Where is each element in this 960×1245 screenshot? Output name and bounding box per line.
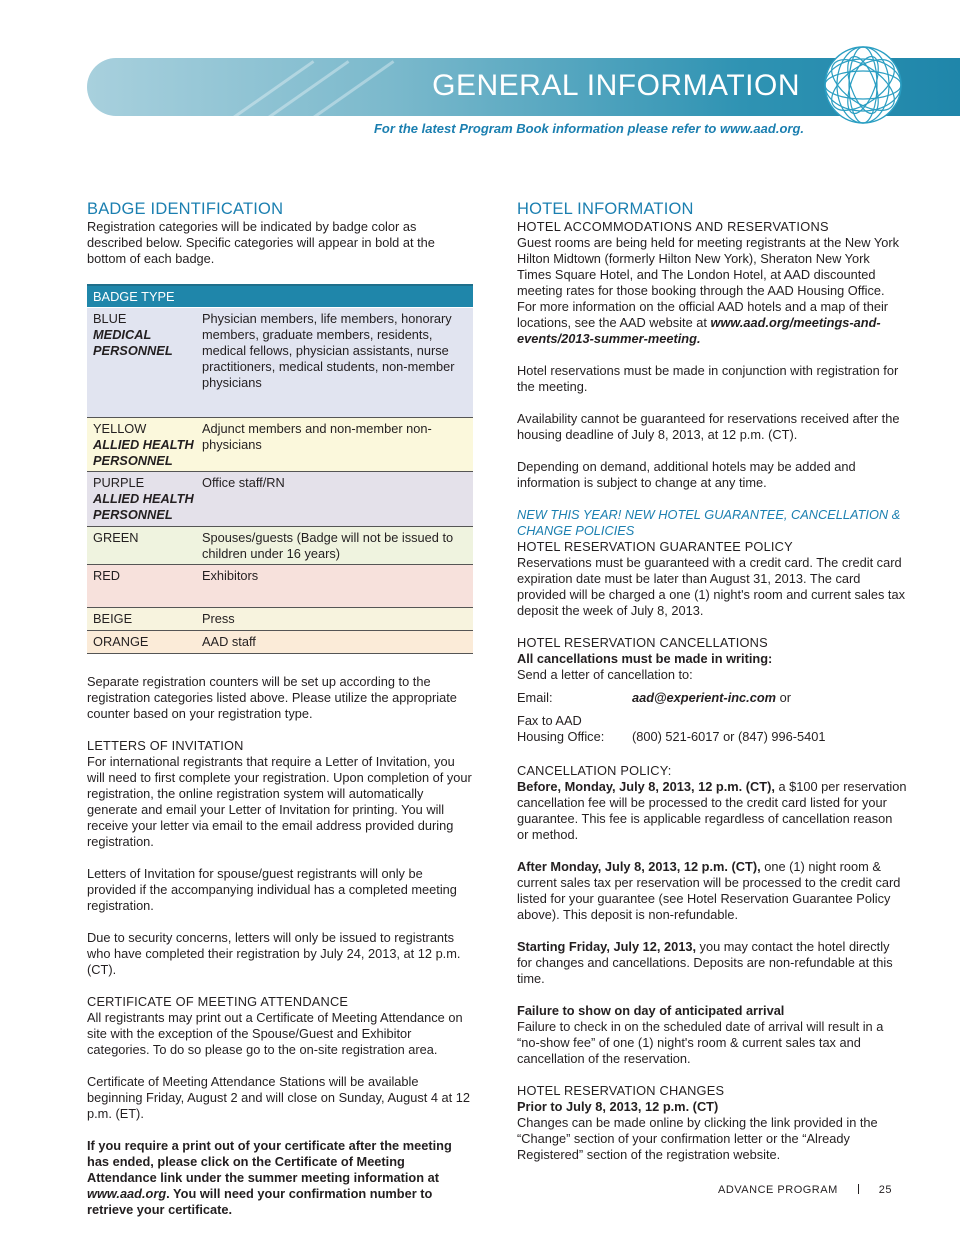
- cancellation-text: one (1) night room & current sales tax per reservation will be processed to the credit card listed for your guarantee (see Hotel Reservation Guarantee Policy above). This deposit is non-refundable.: [517, 859, 901, 922]
- certificate-p3: [87, 1138, 473, 1218]
- cancel-text: Send a letter of cancellation to:: [517, 667, 693, 682]
- certificate-heading: CERTIFICATE OF MEETING ATTENDANCE: [87, 994, 349, 1009]
- table-row: [87, 565, 473, 608]
- table-row: [87, 527, 473, 565]
- badge-color: GREEN: [93, 530, 139, 545]
- table-row: [87, 608, 473, 631]
- badge-desc: Press: [202, 611, 235, 626]
- cancellation-bold: Before, Monday, July 8, 2013, 12 p.m. (CT),: [517, 779, 775, 794]
- guarantee-text: Reservations must be guaranteed with a credit card. The credit card expiration date must be later than August 31, 2013. The card provided will be charged a one (1) night's room and current sales tax deposit the week of July 8, 2013.: [517, 555, 905, 618]
- fax-label: Fax to AAD: [517, 713, 582, 728]
- hotel-p2: Hotel reservations must be made in conjunction with registration for the meeting.: [517, 363, 899, 394]
- cancellation-p3: [517, 939, 907, 987]
- badge-desc: Exhibitors: [202, 568, 259, 583]
- badge-counters: Separate registration counters will be set up according to the registration categories listed above. Please utilize the appropriate counter based on your registration type.: [87, 674, 457, 721]
- subtitle: For the latest Program Book information please refer to www.aad.org.: [373, 121, 804, 136]
- cancellation-bold: After Monday, July 8, 2013, 12 p.m. (CT),: [517, 859, 761, 874]
- certificate-p2: Certificate of Meeting Attendance Stations will be available beginning Friday, August 2 and will close on Sunday, August 4 at 12 p.m. (ET).: [87, 1074, 470, 1121]
- changes-text: Changes can be made online by clicking the link provided in the “Change” section of your confirmation letter or the “Already Registered” section of the registration website.: [517, 1115, 878, 1162]
- badge-color: BLUE: [93, 311, 127, 326]
- hotel-p3: Availability cannot be guaranteed for reservations received after the housing deadline of July 8, 2013, at 12 p.m. (CT).: [517, 411, 900, 442]
- badge-sub: PERSONNEL: [93, 453, 173, 468]
- certificate-p3-text: If you require a print out of your certificate after the meeting has ended, please click on the Certificate of Meeting Attendance link under the summer meeting information at: [87, 1138, 452, 1185]
- page-title: GENERAL INFORMATION: [432, 69, 800, 102]
- table-row: [87, 418, 473, 472]
- fax-label-2: Housing Office:: [517, 729, 605, 744]
- email-link[interactable]: aad@experient-inc.com: [632, 690, 777, 705]
- noshow-text: Failure to check in on the scheduled date of arrival will result in a “no-show fee” of one (1) night's room & current sales tax and cancellation of the reservation.: [517, 1019, 884, 1066]
- email-label: Email:: [517, 690, 553, 705]
- certificate-p1: All registrants may print out a Certificate of Meeting Attendance on site with the exception of the Spouse/Guest and Exhibitor categories. To do so please go to the on-site registration area.: [87, 1010, 463, 1057]
- fax-contact: [517, 729, 907, 745]
- badge-table: [87, 284, 473, 654]
- letters-heading: LETTERS OF INVITATION: [87, 738, 244, 753]
- badge-desc: Physician members, life members, honorary members, graduate members, residents, medical fellows, physician assistants, nurse practitioners, medical students, non-member physicians: [202, 311, 455, 390]
- footer-label: ADVANCE PROGRAM: [718, 1184, 838, 1196]
- changes-sub: Prior to July 8, 2013, 12 p.m. (CT): [517, 1099, 719, 1114]
- badge-intro: Registration categories will be indicated by badge color as described below. Specific categories will appear in bold at the bottom of each badge.: [87, 219, 435, 266]
- hotel-link[interactable]: www.aad.org/meetings-and-events/2013-summer-meeting.: [517, 315, 881, 346]
- changes-heading: HOTEL RESERVATION CHANGES: [517, 1083, 725, 1098]
- badge-sub: MEDICAL: [93, 327, 152, 342]
- cancellation-text: a $100 per reservation cancellation fee will be processed to the credit card listed for your guarantee. This fee is applicable regardless of cancellation reason or method.: [517, 779, 907, 842]
- cancellation-p2: [517, 859, 907, 923]
- right-column: [517, 199, 907, 1163]
- table-row: [87, 472, 473, 527]
- policies-heading: NEW THIS YEAR! NEW HOTEL GUARANTEE, CANCELLATION & CHANGE POLICIES: [517, 507, 901, 538]
- left-column: [87, 199, 473, 1218]
- hotel-subheading: HOTEL ACCOMMODATIONS AND RESERVATIONS: [517, 219, 829, 234]
- certificate-p3-text: . You will need your confirmation number to retrieve your certificate.: [87, 1186, 433, 1217]
- email-contact: [517, 690, 907, 706]
- cancellation-text: you may contact the hotel directly for changes and cancellations. Deposits are non-refundable at this time.: [517, 939, 893, 986]
- badge-table-header: BADGE TYPE: [87, 286, 473, 308]
- footer: [718, 1184, 892, 1196]
- hotel-p1-text: Guest rooms are being held for meeting registrants at the New York Hilton Midtown (formerly Hilton New York), Sheraton New York Times Square Hotel, and The London Hotel, at AAD discounted meeting rates for those booking through the AAD Housing Office. For more information on the official AAD hotels and a map of their locations, see the AAD website at: [517, 235, 899, 330]
- badge-desc: Adjunct members and non-member non-physicians: [202, 421, 432, 452]
- badge-color: RED: [93, 568, 121, 583]
- hotel-heading: HOTEL INFORMATION: [517, 200, 694, 218]
- hotel-p4: Depending on demand, additional hotels may be added and information is subject to change at any time.: [517, 459, 856, 490]
- letters-p3: Due to security concerns, letters will only be issued to registrants who have completed their registration by July 24, 2013, at 12 p.m. (CT).: [87, 930, 461, 977]
- badge-color: ORANGE: [93, 634, 149, 649]
- globe-logo-icon: [822, 44, 904, 126]
- badge-color: BEIGE: [93, 611, 133, 626]
- fax-value: (800) 521-6017 or (847) 996-5401: [632, 729, 826, 744]
- badge-sub: ALLIED HEALTH: [93, 491, 194, 506]
- table-row: [87, 308, 473, 418]
- cancel-bold: All cancellations must be made in writing:: [517, 651, 773, 666]
- footer-divider: [858, 1184, 859, 1194]
- badge-sub: PERSONNEL: [93, 343, 173, 358]
- badge-sub: ALLIED HEALTH: [93, 437, 194, 452]
- badge-heading: BADGE IDENTIFICATION: [87, 200, 284, 218]
- badge-sub: PERSONNEL: [93, 507, 173, 522]
- cancellation-bold: Starting Friday, July 12, 2013,: [517, 939, 696, 954]
- table-row: [87, 631, 473, 654]
- cancel-heading: HOTEL RESERVATION CANCELLATIONS: [517, 635, 768, 650]
- hotel-p1: [517, 235, 907, 347]
- guarantee-heading: HOTEL RESERVATION GUARANTEE POLICY: [517, 539, 793, 554]
- letters-p1: For international registrants that require a Letter of Invitation, you will need to first complete your registration. Upon completion of your registration, the online registration system will automatically generate and email your Letter of Invitation for printing. You will receive your letter via email to the email address provided during registration.: [87, 754, 472, 849]
- aad-link[interactable]: www.aad.org: [87, 1186, 167, 1201]
- badge-color: YELLOW: [93, 421, 147, 436]
- noshow-heading: Failure to show on day of anticipated arrival: [517, 1003, 785, 1018]
- page-number: 25: [878, 1184, 893, 1196]
- badge-desc: Office staff/RN: [202, 475, 285, 490]
- badge-desc: Spouses/guests (Badge will not be issued to children under 16 years): [202, 530, 454, 561]
- badge-color: PURPLE: [93, 475, 145, 490]
- cancellation-p1: [517, 779, 907, 843]
- cancellation-policy-heading: CANCELLATION POLICY:: [517, 763, 672, 778]
- badge-desc: AAD staff: [202, 634, 256, 649]
- letters-p2: Letters of Invitation for spouse/guest registrants will only be provided if the accompanying individual has a completed meeting registration.: [87, 866, 457, 913]
- email-or: or: [776, 690, 791, 705]
